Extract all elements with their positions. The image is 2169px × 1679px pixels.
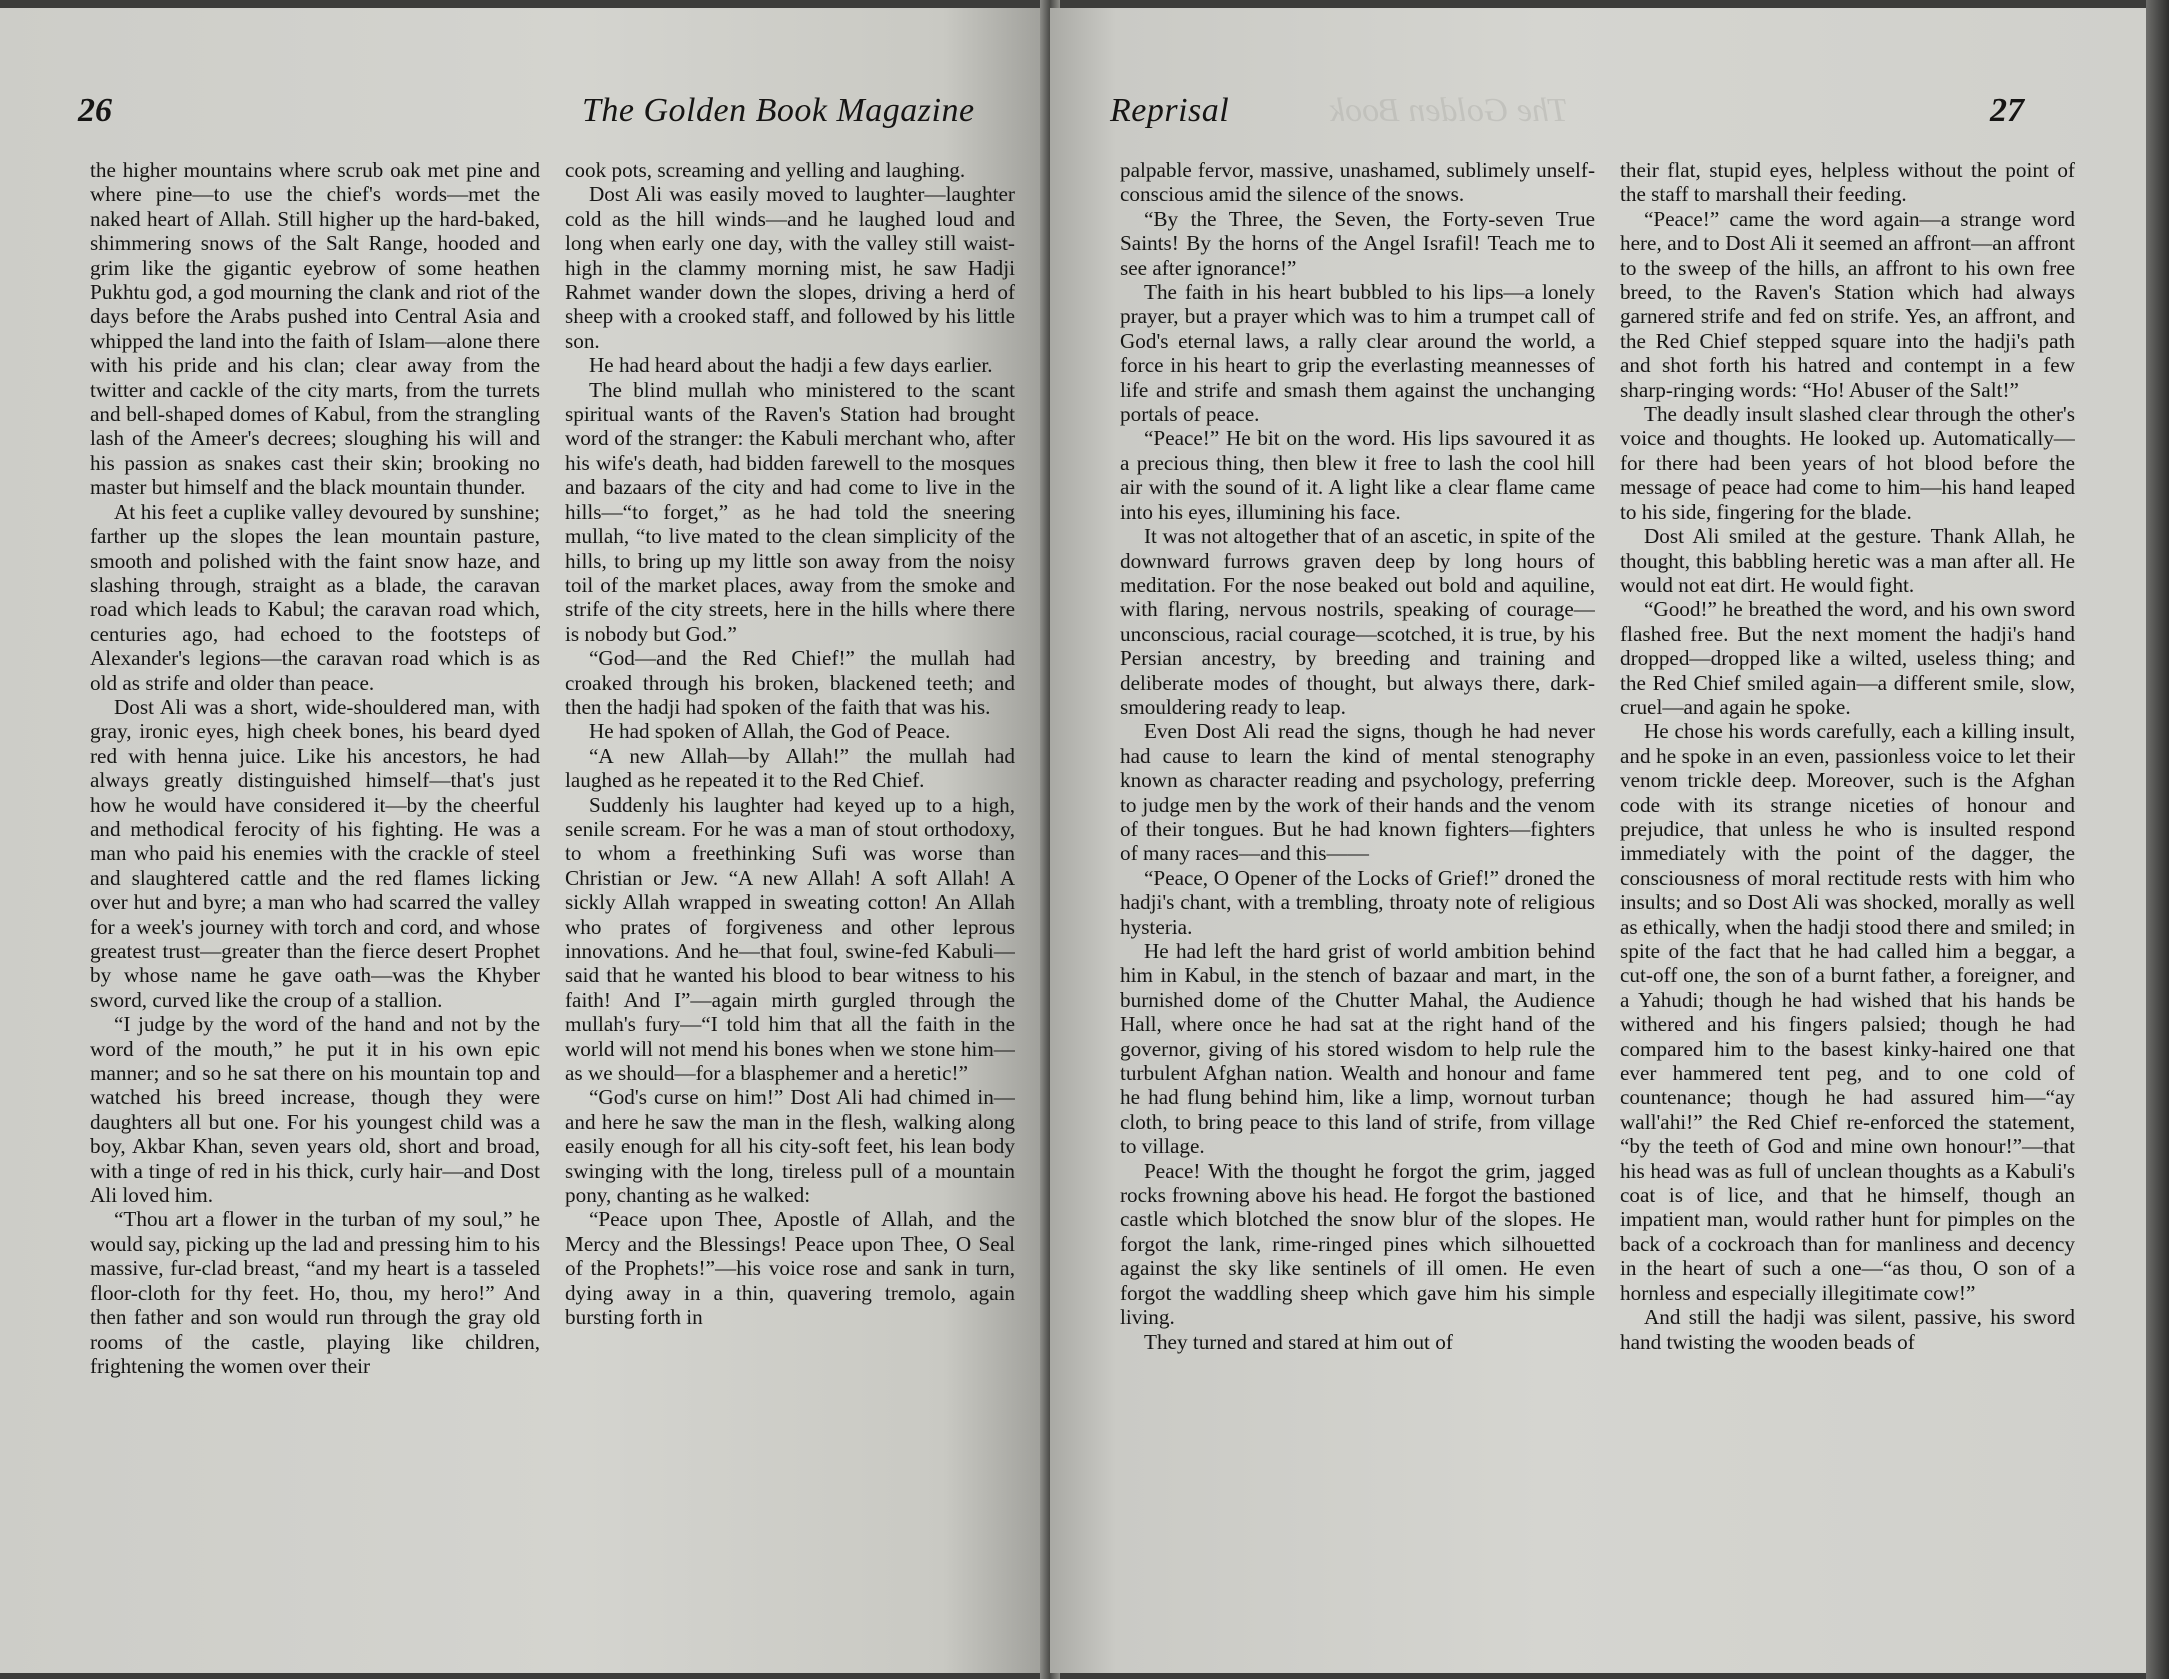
paragraph: their flat, stupid eyes, helpless without the point of the staff to marshall their feeding. bbox=[1620, 158, 2075, 207]
paragraph: “A new Allah—by Allah!” the mullah had laughed as he repeated it to the Red Chief. bbox=[565, 743, 1015, 793]
paragraph: palpable fervor, massive, unashamed, sublimely unself-conscious amid the silence of the snows. bbox=[1120, 158, 1595, 207]
paragraph: “Thou art a flower in the turban of my soul,” he would say, picking up the lad and pressing him to his massive, fur-clad breast, “and my heart is a tasseled floor-cloth for thy feet. Ho, thou, my hero!” And then father and son would run through the gray old rooms of the castle, playing like children, frightening the women over their bbox=[90, 1207, 540, 1378]
paragraph: the higher mountains where scrub oak met pine and where pine—to use the chief's words—met the naked heart of Allah. Still higher up the hard-baked, shimmering snows of the Salt Range, hooded and grim like the gigantic eyebrow of some heathen Pukhtu god, a god mourning the clank and riot of the days before the Arabs pushed into Central Asia and whipped the land into the faith of Islam—alone there with his pride and his clan; clear away from the twitter and cackle of the city marts, from the turrets and bell-shaped domes of Kabul, from the strangling lash of the Ameer's decrees; sloughing his will and his passion as snakes cast their skin; brooking no master but himself and the black mountain thunder. bbox=[90, 158, 540, 500]
paragraph: Suddenly his laughter had keyed up to a high, senile scream. For he was a man of stout orthodoxy, to whom a freethinking Sufi was worse than Christian or Jew. “A new Allah! A soft Allah! A sickly Allah wrapped in sweating cotton! An Allah who prates of forgiveness and other leprous innovations. And he—that foul, swine-fed Kabuli—said that he wanted his blood to bear witness to his faith! And I”—again mirth gurgled through the mullah's fury—“I told him that all the faith in the world will not mend his bones when we stone him—as we should—for a blasphemer and a heretic!” bbox=[565, 792, 1015, 1086]
paragraph: “Good!” he breathed the word, and his own sword flashed free. But the next moment the hadji's hand dropped—dropped like a wilted, useless thing; and the Red Chief smiled again—a different smile, slow, cruel—and again he spoke. bbox=[1620, 597, 2075, 719]
show-through-text: The Golden Book bbox=[1330, 92, 1568, 129]
paragraph: “I judge by the word of the hand and not by the word of the mouth,” he put it in his own epic manner; and so he sat there on his mountain top and watched his breed increase, though they were daughters all but one. For his youngest child was a boy, Akbar Khan, seven years old, short and broad, with a tinge of red in his thick, curly hair—and Dost Ali loved him. bbox=[90, 1012, 540, 1208]
paragraph: Dost Ali was easily moved to laughter—laughter cold as the hill winds—and he laughed loud and long when early one day, with the valley still waist-high in the clammy morning mist, he saw Hadji Rahmet wander down the slopes, driving a herd of sheep with a crooked staff, and followed by his little son. bbox=[565, 182, 1015, 353]
paragraph: Dost Ali was a short, wide-shouldered man, with gray, ironic eyes, high cheek bones, his beard dyed red with henna juice. Like his ancestors, he had always greatly distinguished himself—that's just how he would have considered it—by the cheerful and methodical ferocity of his fighting. He was a man who paid his enemies with the crackle of steel and slaughtered cattle and the red flames licking over hut and byre; a man who had scarred the valley for a week's journey with torch and cord, and whose greatest trust—greater than the fierce desert Prophet by whose name he gave oath—was the Khyber sword, curved like the croup of a stallion. bbox=[90, 694, 540, 1012]
paragraph: Even Dost Ali read the signs, though he had never had cause to learn the kind of mental stenography known as character reading and psychology, preferring to judge men by the work of their hands and the venom of their tongues. But he had known fighters—fighters of many races—and this—— bbox=[1120, 719, 1595, 866]
paragraph: “By the Three, the Seven, the Forty-seven True Saints! By the horns of the Angel Israfil! Teach me to see after ignorance!” bbox=[1120, 206, 1595, 280]
paragraph: He chose his words carefully, each a killing insult, and he spoke in an even, passionless voice to let their venom trickle deep. Moreover, such is the Afghan code with its strange niceties of honour and prejudice, that unless he who is insulted respond immediately with the point of the dagger, the consciousness of moral rectitude rests with him who insults; and so Dost Ali was shocked, morally as well as ethically, when the hadji stood there and smiled; in spite of the fact that he had called him a beggar, a cut-off one, the son of a burnt father, a foreigner, and a Yahudi; though he had wished that his hands be withered and his fingers palsied; though he had compared him to the basest kinky-haired one that ever hammered tent peg, and to one cold of countenance; though he had assured him—“ay wall'ahi!” the Red Chief re-enforced the statement, “by the teeth of God and mine own honour!”—that his head was as full of unclean thoughts as a Kabuli's coat is of lice, and that he himself, though an impatient man, would rather hunt for pimples on the back of a cockroach than for manliness and decency in the heart of such a one—“as thou, O son of a hornless and especially illegitimate cow!” bbox=[1620, 719, 2075, 1305]
paragraph: “God—and the Red Chief!” the mullah had croaked through his broken, blackened teeth; and then the hadji had spoken of the faith that was his. bbox=[565, 646, 1015, 719]
right-column-1 bbox=[1120, 158, 1595, 1668]
background-edge bbox=[2146, 0, 2169, 1679]
paragraph: The blind mullah who ministered to the scant spiritual wants of the Raven's Station had brought word of the stranger: the Kabuli merchant who, after his wife's death, had bidden farewell to the mosques and bazaars of the city and had come to live in the hills—“to forget,” as he had told the sneering mullah, “to live mated to the clean simplicity of the hills, to bring up my little son away from the noisy toil of the market places, away from the smoke and strife of the city streets, here in the hills where there is nobody but God.” bbox=[565, 377, 1015, 646]
page-number-left: 26 bbox=[78, 92, 112, 129]
paragraph: Peace! With the thought he forgot the grim, jagged rocks frowning above his head. He forgot the bastioned castle which blotched the snow blur of the slopes. He forgot the lank, rime-ringed pines which silhouetted against the sky like sentinels of ill omen. He even forgot the waddling sheep which gave him his simple living. bbox=[1120, 1158, 1595, 1330]
paragraph: Dost Ali smiled at the gesture. Thank Allah, he thought, this babbling heretic was a man after all. He would not eat dirt. He would fight. bbox=[1620, 524, 2075, 597]
paragraph: “Peace!” came the word again—a strange word here, and to Dost Ali it seemed an affront—an affront to the sweep of the hills, an affront to his own free breed, to the Raven's Station which had always garnered strife and fed on strife. Yes, an affront, and the Red Chief stepped square into the hadji's path and shot forth his hatred and contempt in a few sharp-ringing words: “Ho! Abuser of the Salt!” bbox=[1620, 206, 2075, 402]
paragraph: “Peace upon Thee, Apostle of Allah, and the Mercy and the Blessings! Peace upon Thee, O Seal of the Prophets!”—his voice rose and sank in turn, dying away in a thin, quavering tremolo, again bursting forth in bbox=[565, 1207, 1015, 1330]
left-page bbox=[0, 8, 1048, 1673]
paragraph: He had left the hard grist of world ambition behind him in Kabul, in the stench of bazaar and mart, in the burnished dome of the Chutter Mahal, the Audience Hall, where once he had sat at the right hand of the governor, giving of his stored wisdom to help rule the turbulent Afghan nation. Wealth and honour and fame he had flung behind him, like a limp, wornout turban cloth, to bring peace to this land of strife, from village to village. bbox=[1120, 939, 1595, 1159]
left-column-1 bbox=[90, 158, 540, 1668]
right-page bbox=[1050, 8, 2146, 1673]
paragraph: It was not altogether that of an ascetic, in spite of the downward furrows graven deep by long hours of meditation. For the nose beaked out bold and aquiline, with flaring, nervous nostrils, speaking of courage—unconscious, racial courage—scotched, it is true, by his Persian ancestry, by breeding and training and deliberate modes of thought, but always there, dark-smouldering ready to leap. bbox=[1120, 524, 1595, 719]
page-number-right: 27 bbox=[1990, 92, 2024, 129]
paragraph: “Peace, O Opener of the Locks of Grief!” droned the hadji's chant, with a trembling, throaty note of religious hysteria. bbox=[1120, 865, 1595, 939]
paragraph: He had spoken of Allah, the God of Peace. bbox=[589, 719, 951, 744]
paragraph: They turned and stared at him out of bbox=[1144, 1329, 1453, 1354]
paragraph: He had heard about the hadji a few days earlier. bbox=[589, 353, 993, 378]
running-head-left: The Golden Book Magazine bbox=[582, 92, 975, 129]
paragraph: The faith in his heart bubbled to his lips—a lonely prayer, but a prayer which was to him a trumpet call of God's eternal laws, a rally clear around the world, a force in his heart to grip the everlasting meannesses of life and strife and smash them against the unchanging portals of peace. bbox=[1120, 280, 1595, 427]
paragraph: The deadly insult slashed clear through the other's voice and thoughts. He looked up. Automatically—for there had been years of hot blood before the message of peace had come to him—his hand leaped to his side, fingering for the blade. bbox=[1620, 402, 2075, 524]
left-column-2 bbox=[565, 158, 1015, 1668]
right-column-2 bbox=[1620, 158, 2075, 1668]
running-head-right: Reprisal bbox=[1110, 92, 1230, 129]
paragraph: And still the hadji was silent, passive, his sword hand twisting the wooden beads of bbox=[1620, 1305, 2075, 1354]
paragraph: “Peace!” He bit on the word. His lips savoured it as a precious thing, then blew it free to lash the cool hill air with the sound of it. A light like a clear flame came into his eyes, illumining his face. bbox=[1120, 426, 1595, 524]
paragraph: “God's curse on him!” Dost Ali had chimed in—and here he saw the man in the flesh, walking along easily enough for all his city-soft feet, his lean body swinging with the long, tireless pull of a mountain pony, chanting as he walked: bbox=[565, 1085, 1015, 1208]
paragraph: At his feet a cuplike valley devoured by sunshine; farther up the slopes the lean mountain pasture, smooth and polished with the faint snow haze, and slashing through, straight as a blade, the caravan road which leads to Kabul; the caravan road which, centuries ago, had echoed to the footsteps of Alexander's legions—the caravan road which is as old as strife and older than peace. bbox=[90, 499, 540, 695]
paragraph: cook pots, screaming and yelling and laughing. bbox=[565, 158, 966, 182]
